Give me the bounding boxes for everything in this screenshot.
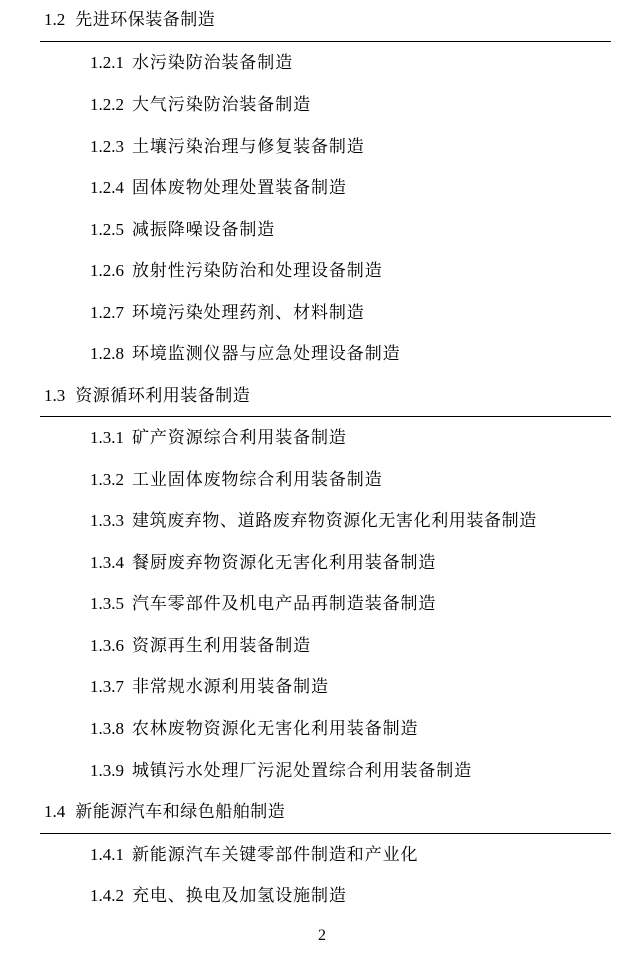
section-divider	[40, 416, 611, 417]
list-item	[90, 593, 436, 615]
item-title: 矿产资源综合利用装备制造	[132, 428, 347, 448]
list-item	[90, 760, 472, 782]
item-number: 1.2.1	[90, 53, 124, 72]
item-title: 放射性污染防治和处理设备制造	[132, 261, 383, 281]
item-title: 新能源汽车关键零部件制造和产业化	[132, 845, 419, 865]
section-heading	[44, 801, 612, 823]
list-item	[90, 343, 401, 365]
item-number: 1.2.8	[90, 344, 124, 363]
item-number: 1.3.4	[90, 553, 124, 572]
item-number: 1.2.2	[90, 95, 124, 114]
list-item	[90, 885, 347, 907]
item-number: 1.2.7	[90, 303, 124, 322]
item-title: 资源再生利用装备制造	[132, 636, 311, 656]
section-number: 1.4	[44, 802, 66, 821]
section-title: 先进环保装备制造	[75, 10, 216, 30]
item-number: 1.3.8	[90, 719, 124, 738]
item-number: 1.3.3	[90, 511, 124, 530]
list-item	[90, 718, 418, 740]
page-number: 2	[318, 927, 326, 944]
list-item	[90, 219, 275, 241]
list-item	[90, 177, 347, 199]
section-heading	[44, 9, 612, 31]
list-item	[90, 302, 365, 324]
item-title: 汽车零部件及机电产品再制造装备制造	[132, 594, 437, 614]
list-item	[90, 136, 365, 158]
item-title: 大气污染防治装备制造	[132, 95, 311, 115]
item-number: 1.3.2	[90, 470, 124, 489]
item-number: 1.3.1	[90, 428, 124, 447]
list-item	[90, 510, 537, 532]
item-title: 减振降噪设备制造	[132, 220, 276, 240]
section-heading	[44, 385, 612, 407]
item-number: 1.2.3	[90, 137, 124, 156]
list-item	[90, 635, 311, 657]
section-divider	[40, 833, 611, 834]
list-item	[90, 427, 347, 449]
item-title: 工业固体废物综合利用装备制造	[132, 470, 383, 490]
item-number: 1.3.7	[90, 677, 124, 696]
item-number: 1.4.1	[90, 845, 124, 864]
item-number: 1.2.4	[90, 178, 124, 197]
section-divider	[40, 41, 611, 42]
section-number: 1.2	[44, 10, 66, 29]
item-number: 1.4.2	[90, 886, 124, 905]
item-title: 水污染防治装备制造	[132, 53, 294, 73]
list-item	[90, 552, 436, 574]
item-title: 土壤污染治理与修复装备制造	[132, 137, 365, 157]
item-title: 餐厨废弃物资源化无害化利用装备制造	[132, 553, 437, 573]
item-number: 1.2.6	[90, 261, 124, 280]
item-number: 1.2.5	[90, 220, 124, 239]
item-number: 1.3.9	[90, 761, 124, 780]
list-item	[90, 94, 311, 116]
item-title: 环境监测仪器与应急处理设备制造	[132, 344, 401, 364]
section-title: 新能源汽车和绿色船舶制造	[75, 802, 286, 822]
item-title: 农林废物资源化无害化利用装备制造	[132, 719, 419, 739]
list-item	[90, 676, 329, 698]
section-number: 1.3	[44, 386, 66, 405]
item-number: 1.3.5	[90, 594, 124, 613]
item-number: 1.3.6	[90, 636, 124, 655]
item-title: 充电、换电及加氢设施制造	[132, 886, 347, 906]
list-item	[90, 52, 293, 74]
item-title: 非常规水源利用装备制造	[132, 677, 329, 697]
item-title: 城镇污水处理厂污泥处置综合利用装备制造	[132, 761, 473, 781]
section-title: 资源循环利用装备制造	[75, 386, 251, 406]
list-item	[90, 260, 383, 282]
list-item	[90, 844, 418, 866]
item-title: 环境污染处理药剂、材料制造	[132, 303, 365, 323]
item-title: 建筑废弃物、道路废弃物资源化无害化利用装备制造	[132, 511, 537, 531]
list-item	[90, 469, 383, 491]
item-title: 固体废物处理处置装备制造	[132, 178, 347, 198]
